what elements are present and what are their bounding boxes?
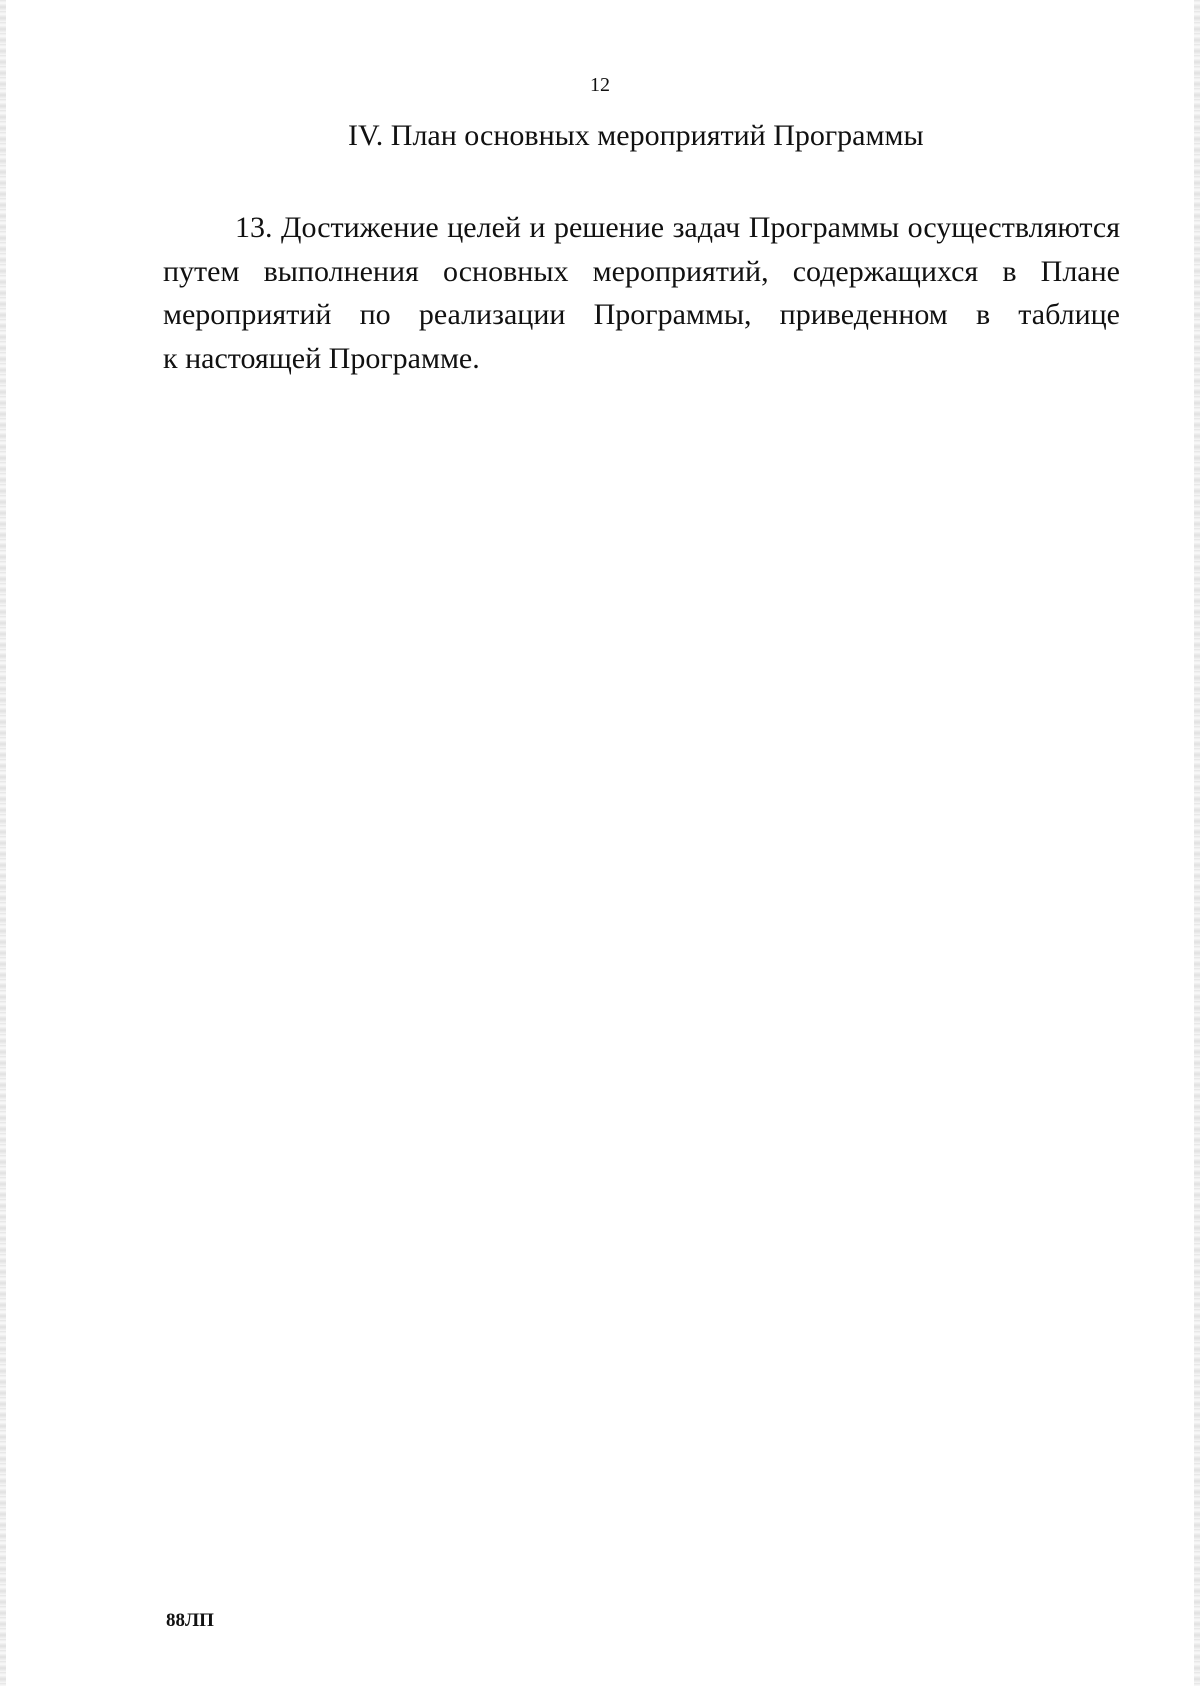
footer-document-code: 88ЛП: [166, 1610, 214, 1631]
paragraph-line-4: к настоящей Программе.: [163, 341, 480, 375]
section-heading: IV. План основных мероприятий Программы: [348, 119, 924, 152]
paragraph-13: [163, 206, 1120, 380]
paragraph-line-2: путем выполнения основных мероприятий, содержащихся в Плане: [163, 254, 1120, 288]
page-number: 12: [590, 74, 610, 96]
paragraph-line-1: 13. Достижение целей и решение задач Программы осуществляются: [235, 211, 1120, 244]
paragraph-line-3: мероприятий по реализации Программы, приведенном в таблице: [163, 298, 1120, 331]
scan-edge-left: [0, 0, 6, 1686]
scan-edge-right: [1194, 0, 1200, 1686]
